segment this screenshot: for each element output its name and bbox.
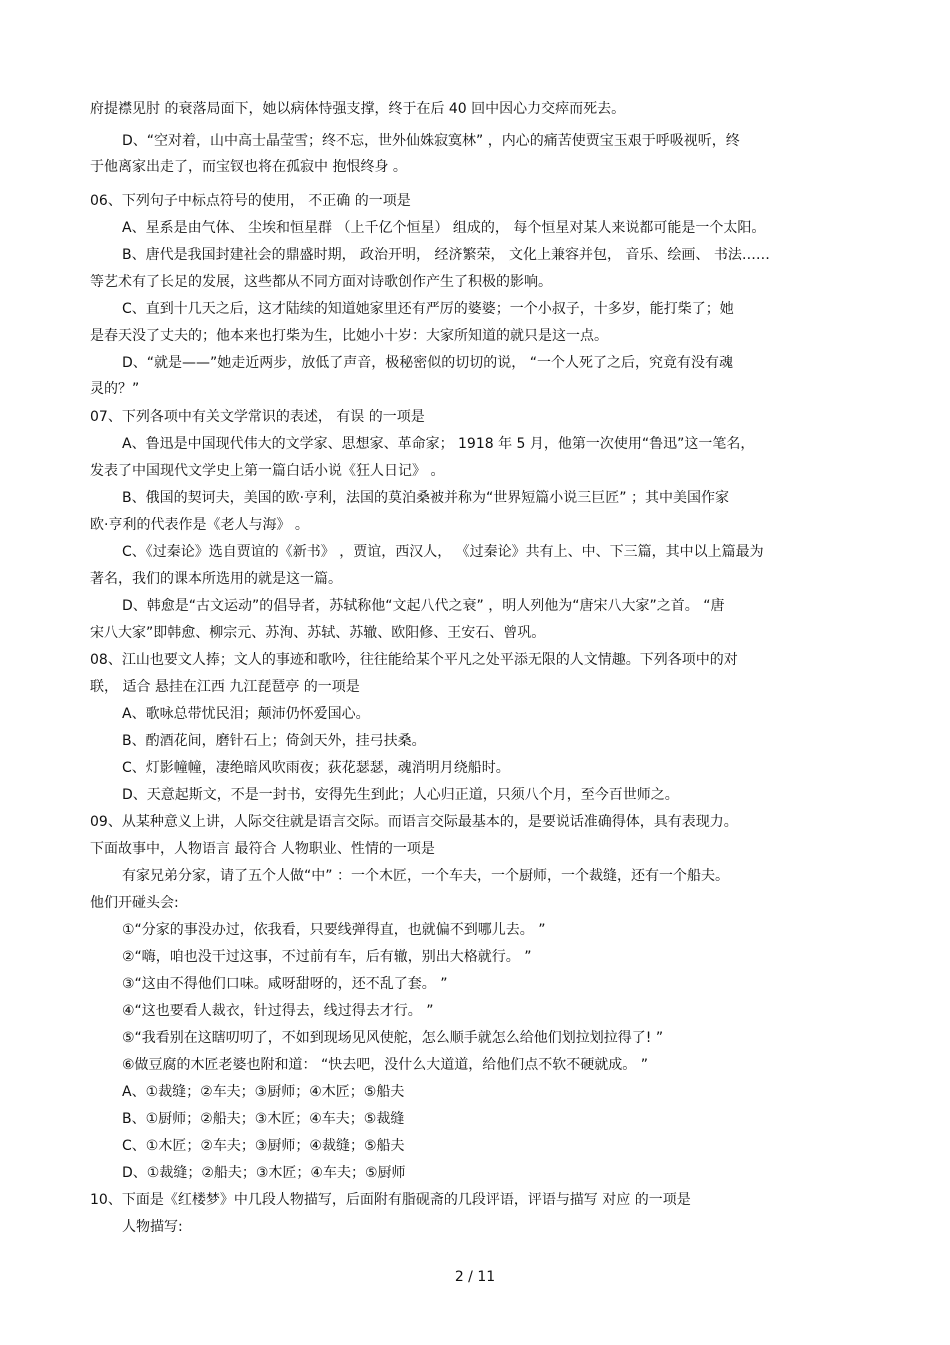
option-a: A、歌咏总带忧民泪；颠沛仍怀爱国心。	[122, 706, 370, 722]
option-d: D、韩愈是“古文运动”的倡导者，苏轼称他“文起八代之衰” ，明人列他为“唐宋八大家”之首。 “唐	[122, 598, 725, 614]
text-line: 发表了中国现代文学史上第一篇白话小说《狂人日记》 。	[90, 463, 445, 479]
quote-line: ⑤“我看别在这瞎叨叨了，不如到现场见风使舵，怎么顺手就怎么给他们划拉划拉得了! ”	[122, 1030, 664, 1046]
text-line: 灵的？”	[90, 381, 140, 397]
text-line: 人物描写:	[122, 1219, 183, 1235]
option-b: B、酌酒花间，磨针石上；倚剑天外，挂弓扶桑。	[122, 733, 426, 749]
quote-line: ③“这由不得他们口味。咸呀甜呀的，还不乱了套。 ”	[122, 976, 448, 992]
text-line: 等艺术有了长足的发展，这些都从不同方面对诗歌创作产生了积极的影响。	[90, 274, 552, 290]
option-c: C、直到十几天之后，这才陆续的知道她家里还有严厉的婆婆；一个小叔子，十多岁，能打柴了；她	[122, 301, 734, 317]
text-line: 欧·亨利的代表作是《老人与海》 。	[90, 517, 309, 533]
option-a: A、鲁迅是中国现代伟大的文学家、思想家、革命家； 1918 年 5 月，他第一次使用“鲁迅”这一笔名，	[122, 436, 755, 452]
text-line: 于他离家出走了，而宝钗也将在孤寂中 抱恨终身 。	[90, 159, 407, 175]
text-line: 他们开碰头会:	[90, 895, 179, 911]
text-line: 联， 适合 悬挂在江西 九江琵琶亭 的一项是	[90, 679, 360, 695]
option-d: D、“就是——”她走近两步，放低了声音，极秘密似的切切的说， “一个人死了之后，究竟有没有魂	[122, 355, 733, 371]
question-07-stem: 07、下列各项中有关文学常识的表述， 有误 的一项是	[90, 409, 425, 425]
text-line: 下面故事中，人物语言 最符合 人物职业、性情的一项是	[90, 841, 435, 857]
option-b: B、俄国的契诃夫，美国的欧·亨利，法国的莫泊桑被并称为“世界短篇小说三巨匠” ；其中美国作家	[122, 490, 730, 506]
question-06-stem: 06、下列句子中标点符号的使用， 不正确 的一项是	[90, 193, 411, 209]
option-b: B、唐代是我国封建社会的鼎盛时期， 政治开明， 经济繁荣， 文化上兼容并包， 音乐、绘画、 书法……	[122, 247, 770, 263]
option-d: D、①裁缝；②船夫；③木匠；④车夫；⑤厨师	[122, 1165, 406, 1181]
option-c: C、《过秦论》选自贾谊的《新书》 ，贾谊，西汉人， 《过秦论》共有上、中、下三篇，其中以上篇最为	[122, 544, 764, 560]
quote-line: ②“嗨，咱也没干过这事，不过前有车，后有辙，别出大格就行。 ”	[122, 949, 532, 965]
question-08-stem: 08、江山也要文人捧；文人的事迹和歌吟，往往能给某个平凡之处平添无限的人文情趣。下列各项中的对	[90, 652, 738, 668]
option-c: C、①木匠；②车夫；③厨师；④裁缝；⑤船夫	[122, 1138, 405, 1154]
question-09-stem: 09、从某种意义上讲，人际交往就是语言交际。而语言交际最基本的，是要说话准确得体，具有表现力。	[90, 814, 738, 830]
quote-line: ④“这也要看人裁衣，针过得去，线过得去才行。 ”	[122, 1003, 434, 1019]
text-line: 有家兄弟分家，请了五个人做“中” ：一个木匠，一个车夫，一个厨师，一个裁缝，还有一个船夫。	[122, 868, 729, 884]
text-line: 宋八大家”即韩愈、柳宗元、苏洵、苏轼、苏辙、欧阳修、王安石、曾巩。	[90, 625, 546, 641]
text-line: 府提襟见肘 的衰落局面下，她以病体恃强支撑，终于在后 40 回中因心力交瘁而死去。	[90, 101, 626, 117]
quote-line: ①“分家的事没办过，依我看，只要线弹得直，也就偏不到哪儿去。 ”	[122, 922, 546, 938]
text-line: 著名，我们的课本所选用的就是这一篇。	[90, 571, 342, 587]
text-line: 是春天没了丈夫的；他本来也打柴为生，比她小十岁：大家所知道的就只是这一点。	[90, 328, 608, 344]
page-number: 2 / 11	[454, 1269, 496, 1285]
option-a: A、①裁缝；②车夫；③厨师；④木匠；⑤船夫	[122, 1084, 405, 1100]
quote-line: ⑥做豆腐的木匠老婆也附和道： “快去吧，没什么大道道，给他们点不软不硬就成。 ”	[122, 1057, 648, 1073]
option-b: B、①厨师；②船夫；③木匠；④车夫；⑤裁缝	[122, 1111, 405, 1127]
question-10-stem: 10、下面是《红楼梦》中几段人物描写，后面附有脂砚斋的几段评语，评语与描写 对应 的一项是	[90, 1192, 691, 1208]
option-a: A、星系是由气体、 尘埃和恒星群 （上千亿个恒星） 组成的， 每个恒星对某人来说都可能是一个太阳。	[122, 220, 766, 236]
option-d: D、天意起斯文，不是一封书，安得先生到此；人心归正道，只须八个月，至今百世师之。	[122, 787, 679, 803]
text-line: D、“空对着，山中高士晶莹雪；终不忘，世外仙姝寂寞林” ，内心的痛苦使贾宝玉艰于呼吸视听，终	[122, 133, 740, 149]
option-c: C、灯影幢幢，凄绝暗风吹雨夜；荻花瑟瑟，魂消明月绕船时。	[122, 760, 510, 776]
